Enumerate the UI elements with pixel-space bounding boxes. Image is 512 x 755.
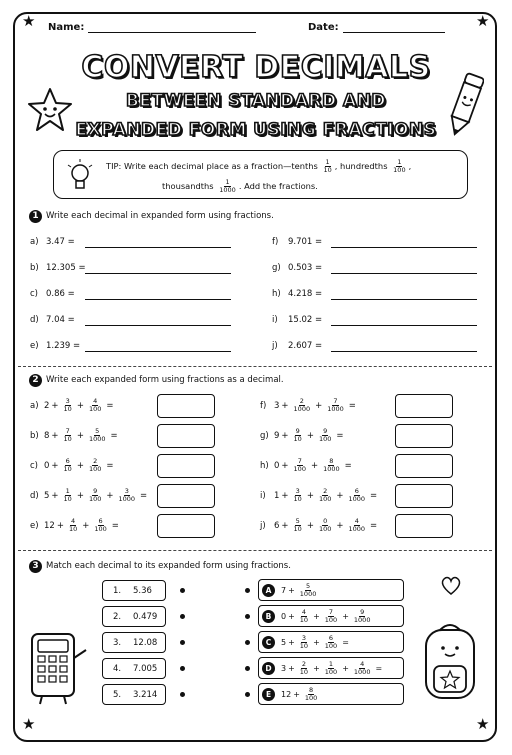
- item-label: c): [30, 289, 38, 299]
- match-dot-right[interactable]: [245, 640, 250, 645]
- fraction: [69, 518, 77, 533]
- item-label: j): [260, 520, 266, 531]
- expanded-form-item: [30, 315, 75, 325]
- fraction: [319, 518, 331, 533]
- fraction: [89, 428, 106, 443]
- plus-sign: +: [82, 520, 90, 531]
- denominator: 100: [293, 465, 306, 473]
- plus-sign: +: [288, 585, 295, 595]
- answer-line[interactable]: [331, 273, 477, 274]
- card-number: 3.: [113, 637, 122, 648]
- fraction: [319, 488, 331, 503]
- denominator: 1000: [348, 525, 366, 533]
- answer-line[interactable]: [85, 273, 231, 274]
- fraction: [354, 609, 371, 624]
- item-label: g): [260, 430, 269, 441]
- item-label: d): [30, 315, 39, 325]
- numerator: 3: [124, 487, 129, 495]
- decimal-value: 12.305 =: [46, 263, 86, 273]
- numerator: 9: [93, 487, 98, 495]
- answer-box[interactable]: [395, 454, 453, 478]
- denominator: 100: [324, 615, 338, 624]
- decimal-value: 2.607 =: [288, 341, 323, 351]
- equals-sign: =: [110, 430, 118, 441]
- expanded-form-card[interactable]: [258, 631, 404, 653]
- section-divider: [18, 550, 492, 551]
- section-divider: [18, 366, 492, 367]
- whole-number: 6: [274, 520, 280, 531]
- item-label: g): [272, 263, 281, 273]
- answer-box[interactable]: [157, 394, 215, 418]
- fraction-hundredths: $\frac{1}{100}$: [393, 158, 406, 174]
- item-label: i): [272, 315, 278, 325]
- star-icon: ★: [476, 715, 490, 733]
- plus-sign: +: [288, 663, 295, 673]
- section-number-badge: 1: [29, 210, 42, 223]
- item-label: a): [30, 400, 39, 411]
- numerator: 7: [297, 457, 302, 465]
- decimal-value: 0.479: [133, 611, 158, 622]
- decimal-value: 7.04 =: [46, 315, 75, 325]
- decimal-value: 9.701 =: [288, 237, 323, 247]
- fraction-thousandths: $\frac{1}{1000}$: [219, 178, 236, 194]
- whole-number: 12: [44, 520, 55, 531]
- fraction: [354, 661, 371, 676]
- denominator: 100: [88, 495, 102, 503]
- fraction: [300, 661, 308, 676]
- denominator: 10: [63, 495, 72, 503]
- plus-sign: +: [51, 490, 59, 501]
- numerator: 8: [309, 685, 314, 694]
- whole-number: 3: [274, 400, 280, 411]
- plus-sign: +: [313, 611, 320, 621]
- expanded-form-card[interactable]: [258, 605, 404, 627]
- expanded-form-expression: [30, 488, 149, 503]
- equals-sign: =: [140, 490, 148, 501]
- answer-line[interactable]: [85, 351, 231, 352]
- denominator: 100: [324, 667, 338, 676]
- numerator: 5: [295, 517, 300, 525]
- answer-box[interactable]: [395, 394, 453, 418]
- denominator: 10: [63, 405, 72, 413]
- item-label: e): [30, 341, 39, 351]
- equals-sign: =: [336, 430, 344, 441]
- expanded-form-item: [272, 341, 322, 351]
- plus-sign: +: [336, 520, 344, 531]
- answer-box[interactable]: [157, 484, 215, 508]
- item-label: c): [30, 460, 38, 471]
- page-title: CONVERT DECIMALS: [81, 50, 431, 85]
- item-label: e): [30, 520, 39, 531]
- numerator: 6: [328, 633, 334, 642]
- fraction: [325, 609, 337, 624]
- fraction: [89, 458, 101, 473]
- decimal-card[interactable]: [102, 684, 166, 705]
- answer-line[interactable]: [85, 325, 231, 326]
- equals-sign: =: [375, 663, 383, 673]
- fraction: [349, 488, 366, 503]
- backpack-icon: [414, 620, 486, 706]
- page-subtitle-2: EXPANDED FORM USING FRACTIONS: [75, 120, 437, 140]
- numerator: 6: [65, 457, 70, 465]
- numerator: 2: [93, 457, 98, 465]
- denominator: 100: [304, 693, 318, 702]
- answer-box[interactable]: [157, 454, 215, 478]
- fraction: [349, 518, 366, 533]
- fraction: [89, 398, 101, 413]
- card-letter-badge: B: [262, 610, 275, 623]
- match-dot-right[interactable]: [245, 692, 250, 697]
- expanded-form-item: [30, 341, 80, 351]
- item-label: f): [272, 237, 279, 247]
- plus-sign: +: [313, 637, 320, 647]
- card-letter-badge: D: [262, 662, 275, 675]
- answer-box[interactable]: [157, 424, 215, 448]
- decimal-card[interactable]: [102, 606, 166, 627]
- answer-line[interactable]: [331, 351, 477, 352]
- expanded-form-expression: [260, 518, 379, 533]
- decimal-card[interactable]: [102, 580, 166, 601]
- answer-line[interactable]: [331, 299, 477, 300]
- item-label: d): [30, 490, 39, 501]
- item-label: a): [30, 237, 39, 247]
- match-dot-right[interactable]: [245, 666, 250, 671]
- denominator: 1000: [118, 495, 136, 503]
- answer-box[interactable]: [157, 514, 215, 538]
- numerator: 4: [93, 397, 98, 405]
- numerator: 7: [333, 397, 338, 405]
- fraction: [294, 458, 306, 473]
- expanded-form-card[interactable]: [258, 579, 404, 601]
- numerator: 7: [65, 427, 70, 435]
- equals-sign: =: [106, 460, 114, 471]
- equals-sign: =: [342, 637, 349, 647]
- numerator: 2: [301, 659, 306, 668]
- expanded-form-item: [30, 237, 75, 247]
- plus-sign: +: [51, 430, 59, 441]
- fraction: [323, 458, 340, 473]
- item-label: j): [272, 341, 278, 351]
- equals-sign: =: [370, 520, 378, 531]
- fraction-tenths: $\frac{1}{10}$: [323, 158, 332, 174]
- fraction: [94, 518, 106, 533]
- equals-sign: =: [370, 490, 378, 501]
- match-dot-right[interactable]: [245, 588, 250, 593]
- numerator: 5: [95, 427, 100, 435]
- numerator: 1: [328, 659, 334, 668]
- plus-sign: +: [281, 430, 289, 441]
- plus-sign: +: [306, 490, 314, 501]
- plus-sign: +: [306, 430, 314, 441]
- denominator: 10: [293, 435, 302, 443]
- numerator: 4: [354, 517, 359, 525]
- expanded-form-expression: [260, 458, 354, 473]
- numerator: 6: [98, 517, 103, 525]
- plus-sign: +: [310, 460, 319, 471]
- numerator: 8: [329, 457, 334, 465]
- denominator: 10: [299, 615, 309, 624]
- denominator: 1000: [293, 405, 311, 413]
- plus-sign: +: [342, 611, 349, 621]
- fraction: [325, 635, 337, 650]
- decimal-value: 0.86 =: [46, 289, 75, 299]
- expanded-form-expression: [260, 398, 358, 413]
- fraction: [300, 635, 308, 650]
- section-number-badge: 2: [29, 374, 42, 387]
- card-letter-badge: E: [262, 688, 275, 701]
- item-label: f): [260, 400, 267, 411]
- card-letter-badge: A: [262, 584, 275, 597]
- denominator: 100: [318, 435, 332, 443]
- plus-sign: +: [281, 460, 289, 471]
- decimal-value: 0.503 =: [288, 263, 323, 273]
- numerator: 0: [323, 517, 328, 525]
- numerator: 3: [301, 633, 306, 642]
- page-subtitle-1: BETWEEN STANDARD AND: [125, 91, 387, 111]
- equals-sign: =: [111, 520, 119, 531]
- match-dot-left[interactable]: [180, 614, 185, 619]
- plus-sign: +: [106, 490, 114, 501]
- match-dot-left[interactable]: [180, 588, 185, 593]
- whole-number: 5: [44, 490, 50, 501]
- expanded-form-item: [272, 263, 322, 273]
- item-label: i): [260, 490, 266, 501]
- fraction: [64, 488, 72, 503]
- equals-sign: =: [348, 400, 356, 411]
- fraction: [327, 398, 344, 413]
- fraction: [64, 428, 72, 443]
- whole-number: 0: [281, 611, 287, 621]
- denominator: 100: [324, 641, 338, 650]
- plus-sign: +: [76, 430, 84, 441]
- plus-sign: +: [281, 490, 289, 501]
- numerator: 3: [295, 487, 300, 495]
- fraction: [325, 661, 337, 676]
- fraction: [294, 428, 302, 443]
- plus-sign: +: [76, 490, 84, 501]
- expanded-form-card[interactable]: [258, 683, 404, 705]
- denominator: 100: [318, 495, 332, 503]
- whole-number: 8: [44, 430, 50, 441]
- fraction: [294, 398, 311, 413]
- card-number: 4.: [113, 663, 122, 674]
- denominator: 100: [88, 405, 102, 413]
- numerator: 9: [360, 607, 365, 616]
- plus-sign: +: [342, 663, 349, 673]
- match-dot-left[interactable]: [180, 640, 185, 645]
- star-icon: ★: [22, 715, 36, 733]
- expanded-form-expression: [30, 398, 116, 413]
- numerator: 9: [323, 427, 328, 435]
- fraction: [64, 458, 72, 473]
- numerator: 4: [71, 517, 76, 525]
- denominator: 10: [299, 641, 309, 650]
- whole-number: 7: [281, 585, 287, 595]
- decimal-value: 5.36: [133, 585, 152, 596]
- answer-box[interactable]: [395, 484, 453, 508]
- tip-text-line-2: thousandths $\frac{1}{1000}$ . Add the fractions.: [162, 178, 318, 194]
- calculator-icon: [24, 628, 94, 708]
- plus-sign: +: [336, 490, 344, 501]
- section-2-heading: 2 Write each expanded form using fractions as a decimal.: [29, 374, 284, 387]
- expanded-form-item: [272, 237, 322, 247]
- pencil-icon: [446, 70, 484, 142]
- decimal-value: 4.218 =: [288, 289, 323, 299]
- name-field[interactable]: [48, 22, 256, 33]
- item-label: h): [260, 460, 269, 471]
- smiling-star-icon: [26, 86, 74, 134]
- whole-number: 3: [281, 663, 287, 673]
- plus-sign: +: [288, 611, 295, 621]
- numerator: 2: [323, 487, 328, 495]
- plus-sign: +: [51, 460, 59, 471]
- numerator: 7: [328, 607, 334, 616]
- plus-sign: +: [306, 520, 314, 531]
- expanded-form-expression: [260, 428, 346, 443]
- plus-sign: +: [51, 400, 59, 411]
- expanded-form-expression: [30, 458, 116, 473]
- tip-text-line-1: TIP: Write each decimal place as a fraction—tenths $\frac{1}{10}$ , hundredths $\frac{1}{100}$ ,: [106, 158, 412, 174]
- whole-number: 2: [44, 400, 50, 411]
- card-number: 5.: [113, 689, 122, 700]
- expanded-form-item: [30, 263, 86, 273]
- whole-number: 0: [274, 460, 280, 471]
- answer-box[interactable]: [395, 514, 453, 538]
- answer-line[interactable]: [331, 325, 477, 326]
- answer-line[interactable]: [85, 247, 231, 248]
- plus-sign: +: [315, 400, 323, 411]
- plus-sign: +: [281, 520, 289, 531]
- fraction: [89, 488, 101, 503]
- date-field[interactable]: [308, 22, 445, 33]
- fraction: [64, 398, 72, 413]
- expanded-form-expression: [30, 428, 120, 443]
- denominator: 10: [293, 495, 302, 503]
- expanded-form-item: [272, 289, 322, 299]
- card-letter-badge: C: [262, 636, 275, 649]
- plus-sign: +: [281, 400, 289, 411]
- denominator: 1000: [327, 405, 344, 413]
- numerator: 9: [295, 427, 300, 435]
- tip-box: [53, 150, 468, 199]
- equals-sign: =: [344, 460, 352, 471]
- decimal-value: 7.005: [133, 663, 158, 674]
- fraction: [300, 609, 308, 624]
- numerator: 1: [65, 487, 70, 495]
- item-label: b): [30, 263, 39, 273]
- expanded-form-item: [272, 315, 322, 325]
- numerator: 2: [299, 397, 304, 405]
- star-icon: ★: [476, 12, 490, 30]
- name-label: Name:: [48, 22, 85, 33]
- whole-number: 5: [281, 637, 287, 647]
- numerator: 6: [354, 487, 359, 495]
- plus-sign: +: [293, 689, 300, 699]
- fraction: [294, 518, 302, 533]
- fraction: [319, 428, 331, 443]
- expanded-form-expression: [260, 488, 379, 503]
- decimal-card[interactable]: [102, 632, 166, 653]
- denominator: 1000: [353, 615, 371, 624]
- lightbulb-icon: [66, 159, 94, 193]
- card-number: 1.: [113, 585, 122, 596]
- decimal-value: 12.08: [133, 637, 158, 648]
- decimal-value: 15.02 =: [288, 315, 323, 325]
- card-number: 2.: [113, 611, 122, 622]
- item-label: b): [30, 430, 39, 441]
- denominator: 100: [318, 525, 332, 533]
- plus-sign: +: [313, 663, 320, 673]
- heart-icon: [440, 576, 462, 596]
- denominator: 10: [63, 465, 72, 473]
- fraction: [119, 488, 136, 503]
- denominator: 10: [293, 525, 302, 533]
- section-1-heading: 1 Write each decimal in expanded form using fractions.: [29, 210, 274, 223]
- section-3-heading: 3 Match each decimal to its expanded form using fractions.: [29, 560, 291, 573]
- denominator: 1000: [353, 667, 371, 676]
- decimal-value: 1.239 =: [46, 341, 81, 351]
- equals-sign: =: [106, 400, 114, 411]
- numerator: 4: [301, 607, 306, 616]
- whole-number: 0: [44, 460, 50, 471]
- denominator: 10: [63, 435, 72, 443]
- numerator: 4: [360, 659, 365, 668]
- match-dot-left[interactable]: [180, 692, 185, 697]
- denominator: 1000: [88, 435, 106, 443]
- numerator: 5: [306, 581, 311, 590]
- denominator: 10: [299, 667, 309, 676]
- plus-sign: +: [56, 520, 64, 531]
- whole-number: 12: [281, 689, 292, 699]
- decimal-value: 3.214: [133, 689, 158, 700]
- denominator: 100: [88, 465, 102, 473]
- expanded-form-item: [30, 289, 75, 299]
- denominator: 1000: [348, 495, 366, 503]
- plus-sign: +: [76, 400, 84, 411]
- expanded-form-expression: [30, 518, 121, 533]
- fraction: [300, 583, 317, 598]
- answer-box[interactable]: [395, 424, 453, 448]
- decimal-card[interactable]: [102, 658, 166, 679]
- match-dot-right[interactable]: [245, 614, 250, 619]
- expanded-form-card[interactable]: [258, 657, 404, 679]
- fraction: [305, 687, 317, 702]
- match-dot-left[interactable]: [180, 666, 185, 671]
- denominator: 1000: [299, 589, 317, 598]
- answer-line[interactable]: [85, 299, 231, 300]
- whole-number: 1: [274, 490, 280, 501]
- section-number-badge: 3: [29, 560, 42, 573]
- whole-number: 9: [274, 430, 280, 441]
- denominator: 1000: [323, 465, 340, 473]
- star-icon: ★: [22, 12, 36, 30]
- fraction: [294, 488, 302, 503]
- denominator: 100: [94, 525, 107, 533]
- date-label: Date:: [308, 22, 339, 33]
- item-label: h): [272, 289, 281, 299]
- plus-sign: +: [288, 637, 295, 647]
- answer-line[interactable]: [331, 247, 477, 248]
- plus-sign: +: [76, 460, 84, 471]
- numerator: 3: [65, 397, 70, 405]
- decimal-value: 3.47 =: [46, 237, 75, 247]
- denominator: 10: [68, 525, 78, 533]
